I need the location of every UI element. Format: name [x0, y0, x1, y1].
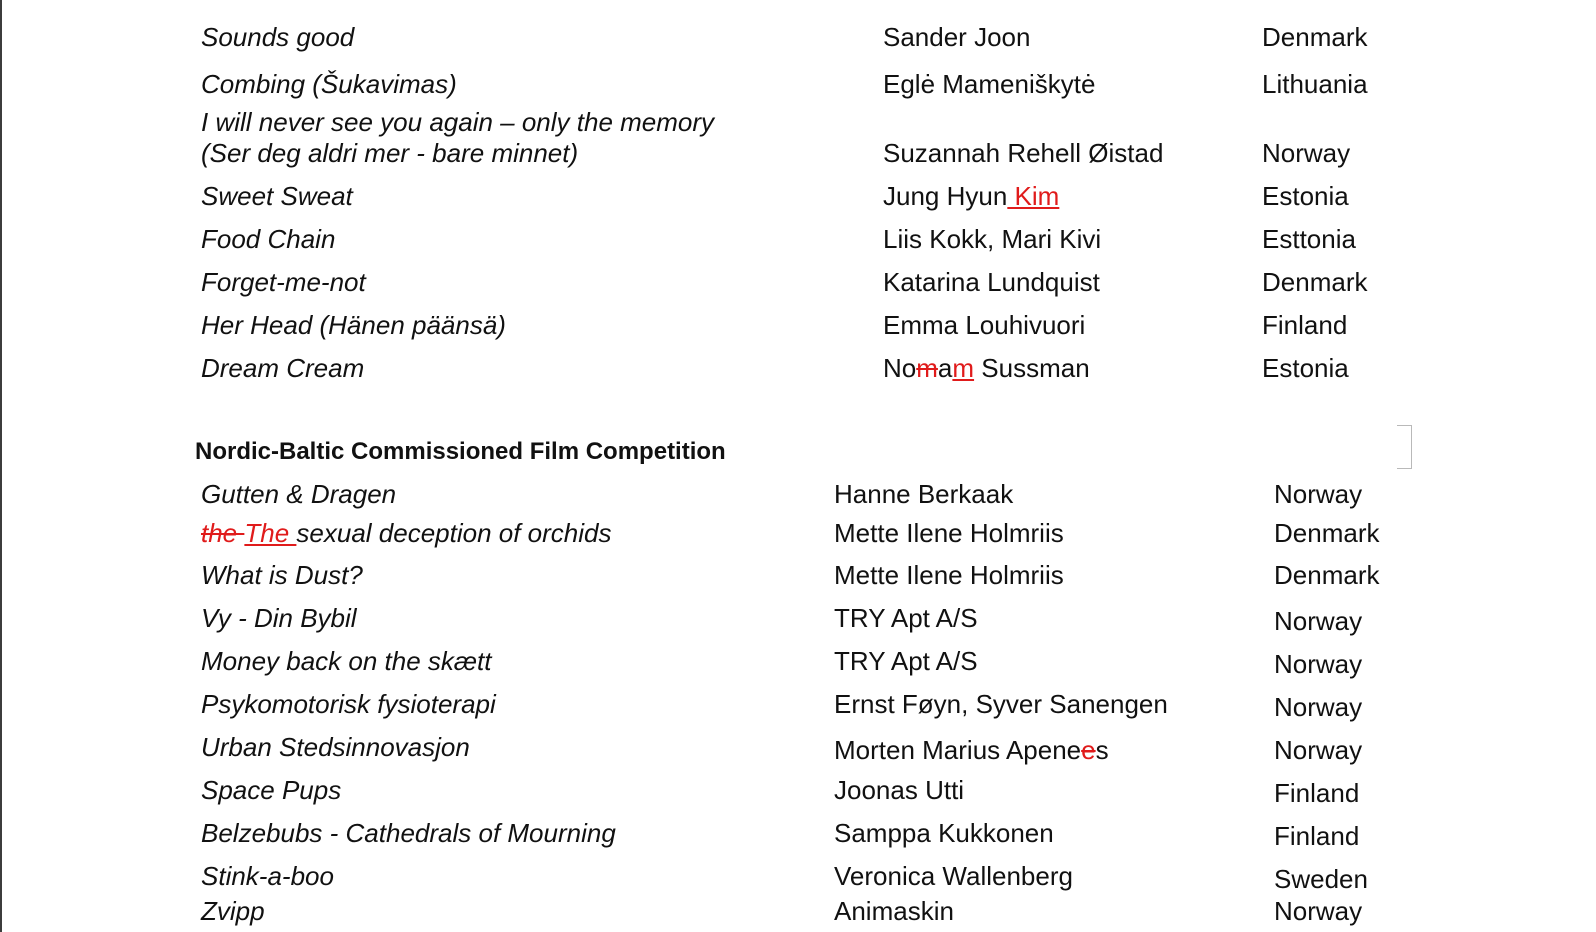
film-title: Space Pups: [201, 775, 342, 805]
film-director: Animaskin: [834, 896, 954, 926]
film-title: Stink-a-boo: [201, 861, 334, 891]
film-country: Finland: [1274, 778, 1360, 808]
film-country: Norway: [1274, 735, 1363, 765]
film-country: Denmark: [1274, 560, 1380, 590]
film-director: [883, 181, 1059, 212]
film-title-line-2: (Ser deg aldri mer - bare minnet): [201, 138, 579, 168]
tracked-deletion: the: [201, 518, 245, 548]
director-text: Morten Marius Apene: [834, 735, 1082, 765]
film-title: Sweet Sweat: [201, 181, 353, 211]
film-country: Estonia: [1262, 181, 1349, 211]
tracked-insertion: The: [244, 518, 297, 548]
director-text: a: [937, 353, 953, 383]
film-country: Norway: [1262, 138, 1351, 168]
film-title: Sounds good: [201, 22, 355, 52]
film-country: Norway: [1274, 479, 1363, 509]
film-director: Liis Kokk, Mari Kivi: [883, 224, 1102, 254]
director-text: No: [883, 353, 917, 383]
film-title: Money back on the skætt: [201, 646, 492, 676]
tracked-deletion: m: [916, 353, 938, 383]
director-text: Jung Hyun: [883, 181, 1008, 211]
film-director: TRY Apt A/S: [834, 603, 978, 633]
film-director: Joonas Utti: [834, 775, 965, 805]
film-director: [834, 735, 1109, 766]
film-title: Belzebubs - Cathedrals of Mourning: [201, 818, 616, 848]
tracked-insertion: Kim: [1007, 181, 1060, 211]
film-director: Sander Joon: [883, 22, 1031, 52]
film-director: [883, 353, 1090, 384]
film-director: Hanne Berkaak: [834, 479, 1014, 509]
tracked-deletion: e: [1081, 735, 1096, 765]
film-country: Denmark: [1262, 22, 1368, 52]
director-text: Sussman: [974, 353, 1090, 383]
film-country: Finland: [1274, 821, 1360, 851]
film-title: Combing (Šukavimas): [201, 69, 457, 99]
film-title: Zvipp: [201, 896, 265, 926]
film-director: Emma Louhivuori: [883, 310, 1086, 340]
film-title: What is Dust?: [201, 560, 363, 590]
film-director: TRY Apt A/S: [834, 646, 978, 676]
film-title: Forget-me-not: [201, 267, 366, 297]
tracked-insertion: m: [952, 353, 975, 383]
film-director: Suzannah Rehell Øistad: [883, 138, 1164, 168]
page-left-edge: [0, 0, 2, 932]
director-text: s: [1095, 735, 1109, 765]
film-title: Dream Cream: [201, 353, 365, 383]
film-director: Mette Ilene Holmriis: [834, 560, 1064, 590]
film-country: Lithuania: [1262, 69, 1368, 99]
title-text: sexual deception of orchids: [296, 518, 612, 548]
film-title: Psykomotorisk fysioterapi: [201, 689, 496, 719]
film-title: Gutten & Dragen: [201, 479, 397, 509]
comment-bracket: [1397, 425, 1412, 469]
film-title: Vy - Din Bybil: [201, 603, 357, 633]
film-country: Estonia: [1262, 353, 1349, 383]
film-country: Finland: [1262, 310, 1348, 340]
film-title: Her Head (Hänen päänsä): [201, 310, 506, 340]
film-country: Denmark: [1274, 518, 1380, 548]
film-country: Norway: [1274, 692, 1363, 722]
film-country: Norway: [1274, 896, 1363, 926]
film-title: [201, 518, 612, 549]
film-title-line-1: I will never see you again – only the memory: [201, 107, 715, 137]
film-title: Food Chain: [201, 224, 336, 254]
film-director: Veronica Wallenberg: [834, 861, 1073, 891]
section-heading: Nordic-Baltic Commissioned Film Competition: [195, 438, 726, 465]
film-country: Esttonia: [1262, 224, 1356, 254]
film-title: Urban Stedsinnovasjon: [201, 732, 470, 762]
film-director: Samppa Kukkonen: [834, 818, 1054, 848]
film-country: Denmark: [1262, 267, 1368, 297]
film-country: Sweden: [1274, 864, 1368, 894]
film-director: Katarina Lundquist: [883, 267, 1100, 297]
film-director: Ernst Føyn, Syver Sanengen: [834, 689, 1168, 719]
film-country: Norway: [1274, 649, 1363, 679]
film-director: Eglė Mameniškytė: [883, 69, 1096, 99]
film-director: Mette Ilene Holmriis: [834, 518, 1064, 548]
film-country: Norway: [1274, 606, 1363, 636]
